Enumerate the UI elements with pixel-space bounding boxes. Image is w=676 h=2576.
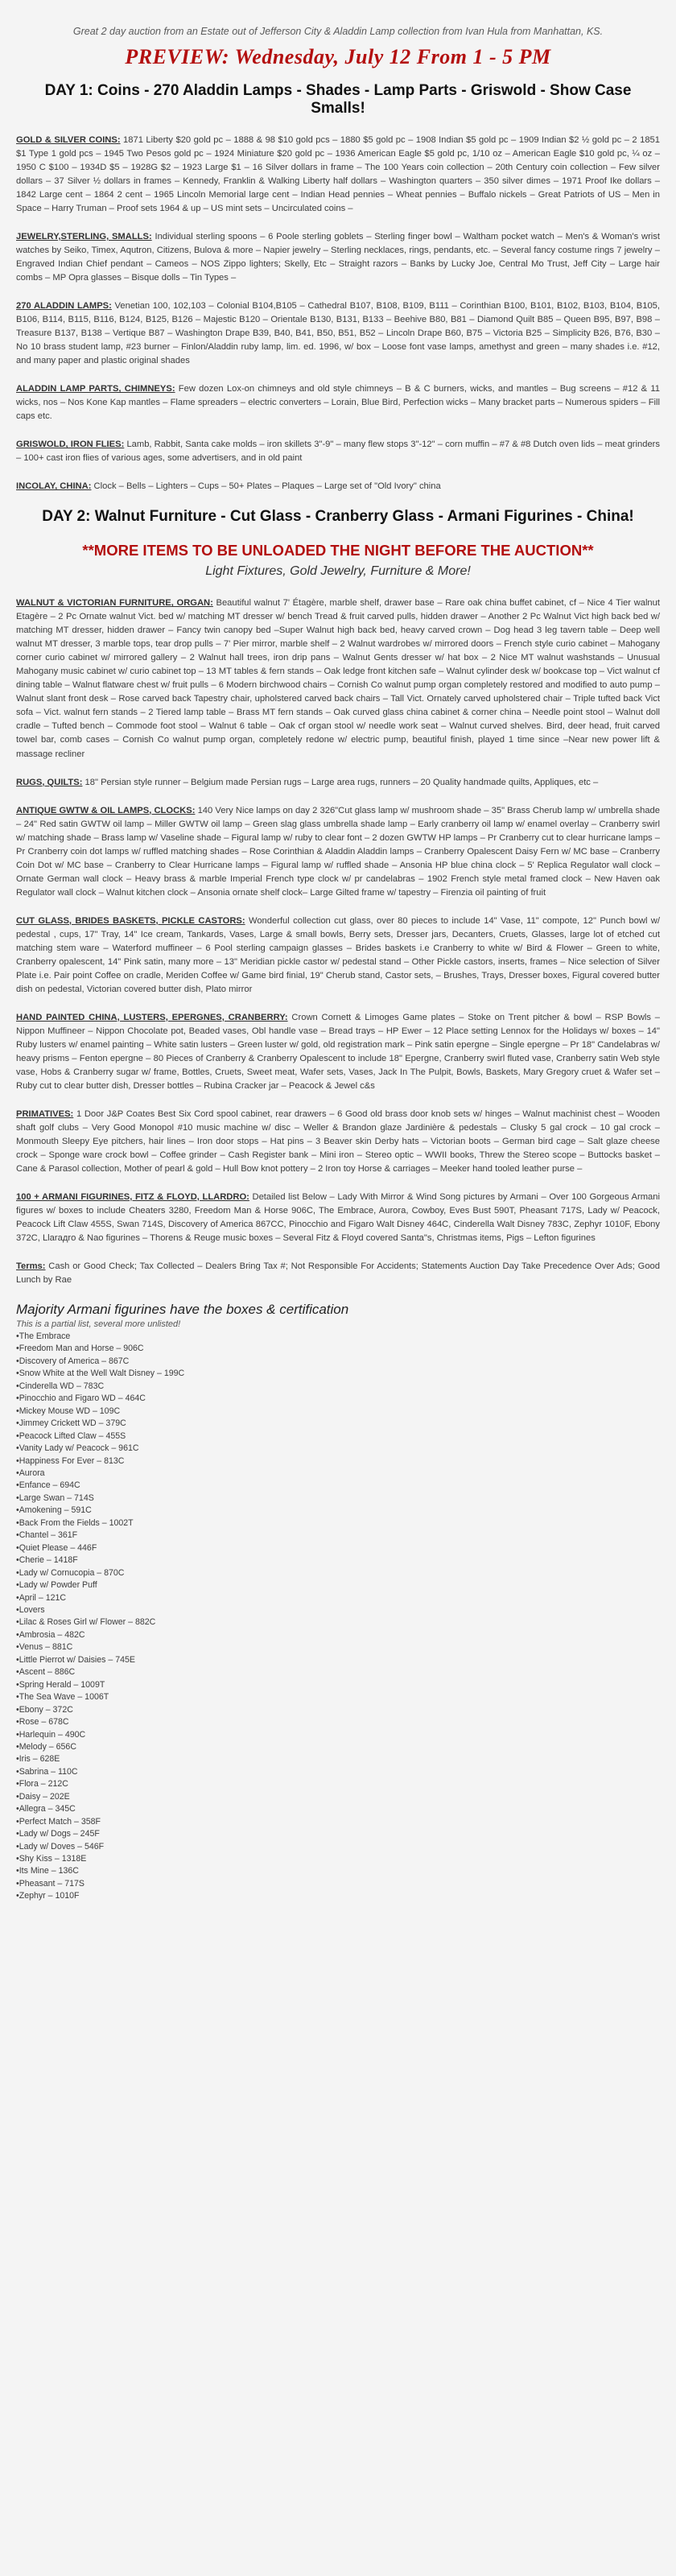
section-label: INCOLAY, CHINA:	[16, 481, 92, 492]
armani-item: • Harlequin – 490C	[16, 1729, 660, 1741]
section-paragraph	[16, 480, 660, 493]
armani-item: • Ebony – 372C	[16, 1704, 660, 1716]
intro-text: Great 2 day auction from an Estate out of Jefferson City & Aladdin Lamp collection from Ivan Hula from Manhattan, KS.	[72, 26, 604, 37]
armani-item: • Cherie – 1418F	[16, 1554, 660, 1567]
section-paragraph	[16, 776, 660, 790]
armani-item: • Pheasant – 717S	[16, 1878, 660, 1890]
armani-item: • Melody – 656C	[16, 1741, 660, 1753]
armani-item: • Ambrosia – 482C	[16, 1629, 660, 1641]
armani-item: • Cinderella WD – 783C	[16, 1381, 660, 1393]
armani-item: • Back From the Fields – 1002T	[16, 1517, 660, 1530]
section-paragraph	[16, 1011, 660, 1093]
section-text: 1871 Liberty $20 gold pc – 1888 & 98 $10 gold pcs – 1880 $5 gold pc – 1908 Indian $5 gold pc – 1909 Indian $2 ½ gold pc – 2 1851 $1 Type 1 gold pcs – 1945 Two Pesos gold pc – 1924 Miniature $20 gold pc – 1936 American Eagle $5 gold pc, 1/10 oz – American Eagle $10 gold pc, ¼ oz – 1950 C $100 – 1934D $5 – 1928G $2 – 1923 Large $1 – 16 Silver dollars in frame – The 100 Years coin collection – 20th Century coin collection – Few silver dollars – 37 Silver ½ dollars in frames – Kennedy, Franklin & Walking Liberty half dollars – Washington quarters – 350 silver dimes – 1971 Proof Ike dollars – 1842 Large cent – 1864 2 cent – 1965 Lincoln Memorial large cent – Indian Head pennies – Wheat pennies – Buffalo nickels – Great Patriots of US – Men in Space – Harry Truman – Proof sets 1964 & up – US mint sets – Uncirculated coins –	[16, 135, 660, 214]
armani-item: • Enfance – 694C	[16, 1480, 660, 1492]
armani-item: • Iris – 628E	[16, 1753, 660, 1765]
section-text: Cash or Good Check; Tax Collected – Dealers Bring Tax #; Not Responsible For Accidents; Statements Auction Day Take Precedence Over Ads; Good Lunch by Rae	[16, 1261, 660, 1285]
section-label: ANTIQUE GWTW & OIL LAMPS, CLOCKS:	[16, 805, 196, 815]
armani-subtitle: This is a partial list, several more unlisted!	[16, 1319, 181, 1329]
armani-list	[16, 1331, 660, 1903]
section-text: 140 Very Nice lamps on day 2 326"Cut glass lamp w/ mushroom shade – 35" Brass Cherub lamp w/ umbrella shade – 24" Red satin GWTW oil lamp – Miller GWTW oil lamp – Green slag glass umbrella shade lamp – Early cranberry oil lamp w/ enamel overlay – Cranberry swirl w/ matching shade – Brass lamp w/ Vaseline shade – Figural lamp w/ ruby to clear font – 2 dozen GWTW HP lamps – Pr Cranberry cut to clear hurricane lamps – Pr Cranberry coin dot lamps w/ ruffled matching shades – Rose Corinthian & Aladdin Aladdin lamps – Cranberry Opalescent Daisy Fern w/ MC base – Cranberry Coin Dot w/ MC base – Cranberry to Clear Hurricane lamps – Figural lamp w/ ruffled shade – Ansonia HP blue china clock – 5' Replica Regulator wall clock – Ornate German wall clock – Heavy brass & marble Imperial French type clock w/ pr candelabras – 1902 French style metal framed clock – New Haven oak Regulator wall clock – Walnut kitchen clock – Ansonia ornate shelf clock– Large Gilted frame w/ tapestry – Firenzia oil painting of fruit	[16, 805, 660, 898]
armani-item: • Chantel – 361F	[16, 1530, 660, 1542]
section-label: JEWELRY,STERLING, SMALLS:	[16, 232, 152, 242]
armani-item: • Discovery of America – 867C	[16, 1356, 660, 1368]
armani-item: • Daisy – 202E	[16, 1791, 660, 1803]
day2-heading: DAY 2: Walnut Furniture - Cut Glass - Cranberry Glass - Armani Figurines - China!	[42, 508, 634, 526]
section-text: Wonderful collection cut glass, over 80 pieces to include 14" Vase, 11" compote, 12" Punch bowl w/ pedestal , cups, 17" Tray, 14" Ice cream, Tankards, Vases, Large & small bowls, Berry sets, Dresser jars, Decanters, Cruets, Glasses, large lot of etched cut matching stem ware – Waterford muffineer – 6 Pool sterling campaign glasses – Brides baskets i.e Cranberry to white w/ Bird & Flower – Green to white, Cranberry opalescent, 14" Pink satin, many more – 13" Meridian pickle castor w/ pedestal stand – Other Pickle castors, inserts, frames – Nice selection of Silver Plate i.e. Pair point Coffee on cradle, Meriden Coffee w/ Game bird finial, 19" Cherub stand, Castor sets, – Brushes, Trays, Dresser boxes, Figural covered butter dish on pedestal, Victorian covered butter dish, Plato mirror	[16, 915, 660, 994]
section-label: HAND PAINTED CHINA, LUSTERS, EPERGNES, CRANBERRY:	[16, 1012, 288, 1022]
armani-item: • Lady w/ Cornucopia – 870C	[16, 1567, 660, 1579]
armani-item: • Amokening – 591C	[16, 1505, 660, 1517]
section-text: Lamb, Rabbit, Santa cake molds – iron skillets 3"-9" – many flew stops 3"-12" – corn muffin – #7 & #8 Dutch oven lids – meat grinders – 100+ cast iron flies of various ages, some advertisers, and in old paint	[16, 440, 660, 464]
armani-item: • Allegra – 345C	[16, 1803, 660, 1815]
section-paragraph	[16, 1108, 660, 1176]
armani-item: • Large Swan – 714S	[16, 1492, 660, 1505]
armani-item: • April – 121C	[16, 1592, 660, 1604]
armani-item: • Aurora	[16, 1468, 660, 1480]
section-text: Individual sterling spoons – 6 Poole sterling goblets – Sterling finger bowl – Waltham pocket watch – Men's & Woman's wrist watches by Seiko, Timex, Aqutron, Citizens, Bulova & more – Napier jewelry – Sterling necklaces, rings, pendants, etc. – Several fancy costume rings 7 jewelry – Engraved Indian Chief pendant – Cameos – NOS Zippo lighters; Skelly, Etc – Straight razors – Banks by Lucky Joe, Central Mo Trust, Jeff City – Large hair combs – MP Opra glasses – Bisque dolls – Tin Types –	[16, 232, 660, 283]
armani-item: • Mickey Mouse WD – 109C	[16, 1406, 660, 1418]
section-paragraph	[16, 804, 660, 900]
armani-item: • Pinocchio and Figaro WD – 464C	[16, 1393, 660, 1405]
section-paragraph	[16, 1191, 660, 1245]
armani-item: • Shy Kiss – 1318E	[16, 1853, 660, 1865]
section-label: CUT GLASS, BRIDES BASKETS, PICKLE CASTORS:	[16, 915, 245, 926]
armani-item: • The Embrace	[16, 1331, 660, 1343]
section-text: Beautiful walnut 7' Étagère, marble shelf, drawer base – Rare oak china buffet cabinet, cf – Nice 4 Tier walnut Etagère – 2 Pc Ornate walnut Vict. bed w/ matching MT dresser w/ bench Tread & fruit carved pulls, hidden drawer – Another 2 Pc Walnut Vict high back bed w/ matching MT dresser, hidden drawer – Fancy twin canopy bed –Super Walnut high back bed, heavy carved crown – Dog head 3 leg tavern table – Deep well walnut MT dresser, 3 marble tops, tear drop pulls – 7' Pier mirror, marble shelf – 2 Walnut wardrobes w/ mirrored doors – French style curio cabinet – Mahogany corner curio cabinet w/ mirrored gallery – 2 Walnut hall trees, iron drip pans – Walnut Gents dresser w/ hat box – 2 Nice MT walnut washstands – Unusual Mahogany music cabinet w/ curio cabinet top – 13 MT tables & fern stands – Oak ledge front kitchen safe – Walnut cylinder desk w/ bookcase top – Vict walnut cf dining table – Walnut flatware chest w/ fruit pulls – 6 Modern birchwood chairs – Cornish Co walnut pump organ completely restored and modified to auto pump – Walnut slant front desk – Rose carved back Tapestry chair, upholstered carved back chairs – Tall Vict. Ornately carved upholstered chair – Triple tufted back Vict sofa – Vict. walnut fern stands – 2 Tiered lamp table – Brass MT fern stands – Oak curved glass china cabinet & corner china – Needle point stool – Walnut doll cradle – Tufted bench – Commode foot stool – Walnut 6 table – Oak cf organ stool w/ needle work seat – Walnut curved shelves. Bird, deer head, fruit carved towel bar, comb cases – Cornish Co walnut pump organ, completely redone w/ electric pump, beautiful finish, played 1 time since –Near new power lift & massage recliner	[16, 598, 660, 759]
section-label: PRIMATIVES:	[16, 1108, 74, 1119]
section-label: RUGS, QUILTS:	[16, 777, 83, 787]
section-paragraph	[16, 438, 660, 465]
armani-item: • Rose – 678C	[16, 1716, 660, 1728]
armani-item: • Spring Herald – 1009T	[16, 1679, 660, 1691]
armani-item: • Zephyr – 1010F	[16, 1890, 660, 1902]
armani-item: • Lady w/ Doves – 546F	[16, 1841, 660, 1853]
armani-item: • Peacock Lifted Claw – 455S	[16, 1430, 660, 1443]
armani-item: • Jimmey Crickett WD – 379C	[16, 1418, 660, 1430]
armani-item: • Ascent – 886C	[16, 1666, 660, 1678]
armani-item: • Its Mine – 136C	[16, 1865, 660, 1877]
section-paragraph	[16, 1260, 660, 1287]
armani-item: • Flora – 212C	[16, 1778, 660, 1790]
armani-item: • Venus – 881C	[16, 1641, 660, 1653]
armani-item: • Little Pierrot w/ Daisies – 745E	[16, 1654, 660, 1666]
unload-notice: **MORE ITEMS TO BE UNLOADED THE NIGHT BEFORE THE AUCTION**	[82, 542, 594, 559]
section-paragraph	[16, 597, 660, 761]
section-label: Terms:	[16, 1261, 46, 1271]
section-text: Few dozen Lox-on chimneys and old style chimneys – B & C burners, wicks, and mantles – Bug screens – #12 & 11 wicks, nos – Nos Kone Kap mantles – Flame spreaders – electric converters – Lorain, Blue Bird, Perfection wicks – Many bracket parts – Numerous spiders – Fill caps etc.	[16, 384, 660, 422]
armani-item: • Lady w/ Powder Puff	[16, 1579, 660, 1591]
day1-heading: DAY 1: Coins - 270 Aladdin Lamps - Shades - Lamp Parts - Griswold - Show Case Smalls!	[44, 82, 632, 117]
section-paragraph	[16, 914, 660, 997]
section-paragraph	[16, 382, 660, 423]
armani-item: • The Sea Wave – 1006T	[16, 1691, 660, 1703]
armani-title: Majority Armani figurines have the boxes & certification	[16, 1302, 349, 1317]
section-label: 100 + ARMANI FIGURINES, FITZ & FLOYD, LLARDRO:	[16, 1191, 249, 1202]
day1-sections	[16, 134, 660, 493]
section-label: GOLD & SILVER COINS:	[16, 135, 121, 145]
section-text: Venetian 100, 102,103 – Colonial B104,B105 – Cathedral B107, B108, B109, B111 – Corinthian B100, B101, B102, B103, B104, B105, B106, B114, B115, B116, B124, B125, B126 – Majestic B120 – Orientale B130, B131, B133 – Beehive B80, B81 – Diamond Quilt B85 – Queen B95, B97, B98 – Treasure B137, B138 – Vertique B87 – Washington Drape B39, B40, B41, B50, B51, B52 – Lincoln Drape B60, B75 – Victoria B25 – Simplicity B26, B76, B30 – No 10 brass student lamp, #23 burner – Finlon/Aladdin ruby lamp, lim. ed. 1996, w/ box – Loose font vase lamps, amethyst and green – many shades i.e. #12, and many paper and plastic original shades	[16, 301, 660, 366]
armani-item: • Freedom Man and Horse – 906C	[16, 1343, 660, 1355]
armani-item: • Perfect Match – 358F	[16, 1816, 660, 1828]
armani-item: • Lilac & Roses Girl w/ Flower – 882C	[16, 1616, 660, 1629]
armani-item: • Happiness For Ever – 813C	[16, 1455, 660, 1468]
section-text: Detailed list Below – Lady With Mirror & Wind Song pictures by Armani – Over 100 Gorgeous Armani figures w/ boxes to include Cheaters 3280, Freedom Man & Horse 906C, The Embrace, Aurora, Cowboy, Eves Bust 590T, Pheasant 717S, Lady w/ Peacock, Peacock Lift Claw 455S, Swan 714S, Discovery of America 867CC, Pinocchio and Figaro Walt Disney 464C, Cinderella Walt Disney 783C, Zephyr 1010F, Ebony 372C, Llarадro & Nao figurines – Thorens & Reuge music boxes – Several Fitz & Floyd covered Santa"s, Christmas items, Pigs – Lefton figurines	[16, 1191, 660, 1243]
armani-item: • Snow White at the Well Walt Disney – 199C	[16, 1368, 660, 1380]
armani-item: • Lovers	[16, 1604, 660, 1616]
section-paragraph	[16, 299, 660, 368]
section-text: Clock – Bells – Lighters – Cups – 50+ Plates – Plaques – Large set of "Old Ivory" china	[91, 481, 441, 492]
armani-item: • Vanity Lady w/ Peacock – 961C	[16, 1443, 660, 1455]
section-text: 18" Persian style runner – Belgium made Persian rugs – Large area rugs, runners – 20 Quality handmade quilts, Appliques, etc –	[82, 777, 599, 787]
armani-item: • Quiet Please – 446F	[16, 1542, 660, 1554]
preview-banner: PREVIEW: Wednesday, July 12 From 1 - 5 PM	[125, 45, 551, 68]
armani-item: • Sabrina – 110C	[16, 1766, 660, 1778]
day2-sections	[16, 597, 660, 1287]
section-label: ALADDIN LAMP PARTS, CHIMNEYS:	[16, 384, 175, 394]
section-text: Crown Cornett & Limoges Game plates – Stoke on Trent pitcher & bowl – RSP Bowls – Nippon Muffineer – Nippon Chocolate pot, Beaded vases, Obl handle vase – Bread trays – HP Ewer – 12 Place setting Lennox for the Holidays w/ boxes – 14" Ruby lusters w/ enamel painting – White satin lusters – Green luster w/ gold, old registration mark – Pink satin epergne – Single epergne – Pr 18" Candelabras w/ heavy prisms – Fenton epergne – 80 Pieces of Cranberry & Cranberry Opalescent to include 18" Epergne, Cranberry swirl fluted vase, Cranberry satin Web style vase, Hobs & Cranberry sugar w/ frame, Bottles, Cruets, Sweet meat, Wafer sets, Vases, Jack In The Pulpit, Bowls, Baskets, Mary Gregory cruet & Wafer set – Ruby cut to clear butter dish, Dresser bottles – Rubina Cracker jar – Peacock & Jewel c&s	[16, 1012, 660, 1091]
armani-item: • Lady w/ Dogs – 245F	[16, 1828, 660, 1840]
section-paragraph	[16, 230, 660, 285]
section-label: WALNUT & VICTORIAN FURNITURE, ORGAN:	[16, 598, 213, 609]
section-paragraph	[16, 134, 660, 216]
section-text: 1 Door J&P Coates Best Six Cord spool cabinet, rear drawers – 6 Good old brass door knob sets w/ hinges – Walnut machinist chest – Wooden shaft golf clubs – Very Good Monopol #10 music machine w/ disc – Weller & Brandon glaze Jardinière & pedestals – Clusky 5 gal crock – 10 gal crock – Monmouth Sleepy Eye pitchers, hair lines – Iron door stops – Hat pins – 3 Beaver skin Derby hats – Victorian boots – German bird cage – Salt glaze cheese crock – Sponge ware crock bowl – Coffee grinder – Cash Register bank – Mini iron – Stereo optic – WWII books, Threw the Stereo scope – Buttocks basket – Cane & Parasol collection, Mother of pearl & gold – Hull Bow knot pottery – 2 Iron toy Horse & carriages – Meeker hand tooled leather purse –	[16, 1108, 660, 1174]
unload-notice-sub: Light Fixtures, Gold Jewelry, Furniture & More!	[205, 564, 471, 579]
section-label: GRISWOLD, IRON FLIES:	[16, 440, 125, 450]
section-label: 270 ALADDIN LAMPS:	[16, 301, 112, 312]
